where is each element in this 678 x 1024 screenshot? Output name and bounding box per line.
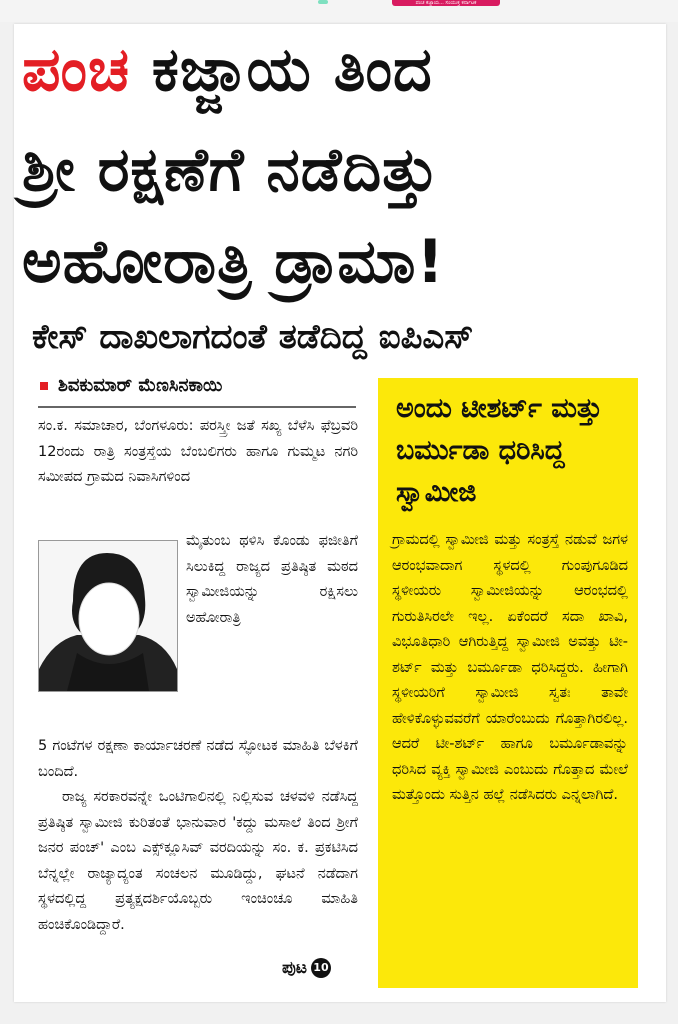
portrait-image-icon (39, 541, 177, 691)
sidebar-box-body: ಗ್ರಾಮದಲ್ಲಿ ಸ್ವಾಮೀಜಿ ಮತ್ತು ಸಂತ್ರಸ್ತೆ ನಡುವೆ ಜಗಳ ಆರಂಭವಾದಾಗ ಸ್ಥಳದಲ್ಲಿ ಗುಂಪುಗೂಡಿದ ಸ್ಥಳೀಯರು ಸ್ವಾಮೀಜಿಯನ್ನು ಆರಂಭದಲ್ಲಿ ಗುರುತಿಸಿರಲೇ ಇಲ್ಲ. ಏಕೆಂದರೆ ಸದಾ ಖಾವಿ, ವಿಭೂತಿಧಾರಿ ಆಗಿರುತ್ತಿದ್ದ ಸ್ವಾಮೀಜಿ ಅವತ್ತು ಟೀ-ಶರ್ಟ್ ಮತ್ತು ಬರ್ಮೂಡಾ ಧರಿಸಿದ್ದರು. ಹೀಗಾಗಿ ಸ್ಥಳೀಯರಿಗೆ ಸ್ವಾಮೀಜಿ ಸ್ವತಃ ತಾವೇ ಹೇಳಿಕೊಳ್ಳುವವರೆಗೆ ಯಾರೆಂಬುದು ಗೊತ್ತಾಗಿರಲಿಲ್ಲ. ಆದರೆ ಟೀ-ಶರ್ಟ್ ಹಾಗೂ ಬರ್ಮೂಡಾವನ್ನು ಧರಿಸಿದ ವ್ಯಕ್ತಿ ಸ್ವಾಮೀಜಿ ಎಂಬುದು ಗೊತ್ತಾದ ಮೇಲೆ ಮತ್ತೊಂದು ಸುತ್ತಿನ ಹಲ್ಲೆ ನಡೆಸಿದರು ಎನ್ನಲಾಗಿದೆ. (392, 532, 628, 803)
article-para-2: ರಾಜ್ಯ ಸರಕಾರವನ್ನೇ ಒಂಟಿಗಾಲಿನಲ್ಲಿ ನಿಲ್ಲಿಸುವ ಚಳವಳಿ ನಡೆಸಿದ್ದ ಪ್ರತಿಷ್ಠಿತ ಸ್ವಾಮೀಜಿ ಕುರಿತಂತೆ ಭಾನುವಾರ 'ಕದ್ದು ಮಸಾಲೆ ತಿಂದ ಶ್ರೀಗೆ ಜನರ ಪಂಚ್' ಎಂಬ ಎಕ್ಸ್‌ಕ್ಲೂಸಿವ್ ವರದಿಯನ್ನು ಸಂ. ಕ. ಪ್ರಕಟಿಸಿದ ಬೆನ್ನಲ್ಲೇ ರಾಜ್ಯಾದ್ಯಂತ ಸಂಚಲನ ಮೂಡಿದ್ದು, ಘಟನೆ ನಡೆದಾಗ ಸ್ಥಳದಲ್ಲಿದ್ದ ಪ್ರತ್ಯಕ್ಷದರ್ಶಿಯೊಬ್ಬರು ಇಂಚಿಂಚೂ ಮಾಹಿತಿ ಹಂಚಿಕೊಂಡಿದ್ದಾರೆ. (38, 789, 358, 933)
byline-divider (38, 406, 356, 408)
headline-line-2: ಶ್ರೀ ರಕ್ಷಣೆಗೆ ನಡೆದಿತ್ತು (22, 135, 440, 205)
continued-on-page (282, 958, 331, 978)
headline-line-1-rest: ಕಜ್ಜಾಯ ತಿಂದ (130, 35, 433, 105)
portrait-photo (38, 540, 178, 692)
page-number-badge: 10 (311, 958, 331, 978)
continued-label: ಪುಟ (282, 958, 307, 978)
sidebar-box (378, 378, 638, 988)
headline-red-word: ಪಂಚ (22, 35, 131, 105)
subheadline: ಕೇಸ್ ದಾಖಲಾಗದಂತೆ ತಡೆದಿದ್ದ ಐಪಿಎಸ್ (32, 317, 474, 357)
article-para-1-side (186, 529, 358, 631)
top-bar (0, 0, 678, 22)
article-para-1-top (38, 414, 358, 491)
headline-line-1 (22, 30, 433, 110)
byline-author: ಶಿವಕುಮಾರ್ ಮೆಣಸಿನಕಾಯಿ (58, 375, 223, 396)
article-text: ಸಂ.ಕ. ಸಮಾಚಾರ, ಬೆಂಗಳೂರು: ಪರಸ್ತ್ರೀ ಜತೆ ಸಖ್ಯ ಬೆಳೆಸಿ ಫೆಬ್ರವರಿ 12ರಂದು ರಾತ್ರಿ ಸಂತ್ರಸ್ತೆಯ ಬೆಂಬಲಿಗರು ಹಾಗೂ ಗುಮ್ಮಟ ನಗರಿ ಸಮೀಪದ ಗ್ರಾಮದ ನಿವಾಸಿಗಳಿಂದ (38, 418, 358, 485)
headline-line-3: ಅಹೋರಾತ್ರಿ ಡ್ರಾಮಾ! (22, 227, 445, 297)
sidebar-box-title: ಅಂದು ಟೀಶರ್ಟ್ ಮತ್ತು ಬರ್ಮುಡಾ ಧರಿಸಿದ್ದ ಸ್ವಾಮೀಜಿ (396, 393, 603, 508)
article-para-1-bottom (38, 734, 358, 938)
top-indicator (318, 0, 328, 4)
byline (40, 375, 222, 396)
article-text: 5 ಗಂಟೆಗಳ ರಕ್ಷಣಾ ಕಾರ್ಯಾಚರಣೆ ನಡೆದ ಸ್ಫೋಟಕ ಮಾಹಿತಿ ಬೆಳಕಿಗೆ ಬಂದಿದೆ. (38, 738, 358, 780)
article-text: ಮೈತುಂಬ ಥಳಿಸಿ ಕೊಂಡು ಫಜೀತಿಗೆ ಸಿಲುಕಿದ್ದ ರಾಜ್ಯದ ಪ್ರತಿಷ್ಠಿತ ಮಠದ ಸ್ವಾಮೀಜಿಯನ್ನು ರಕ್ಷಿಸಲು ಅಹೋರಾತ್ರಿ (186, 533, 358, 626)
top-badge: ಪಂಚ ಕಜ್ಜಾಯ... ಸಂಯುಕ್ತ ಕರ್ನಾಟಕ (392, 0, 500, 6)
red-square-icon (40, 382, 48, 390)
